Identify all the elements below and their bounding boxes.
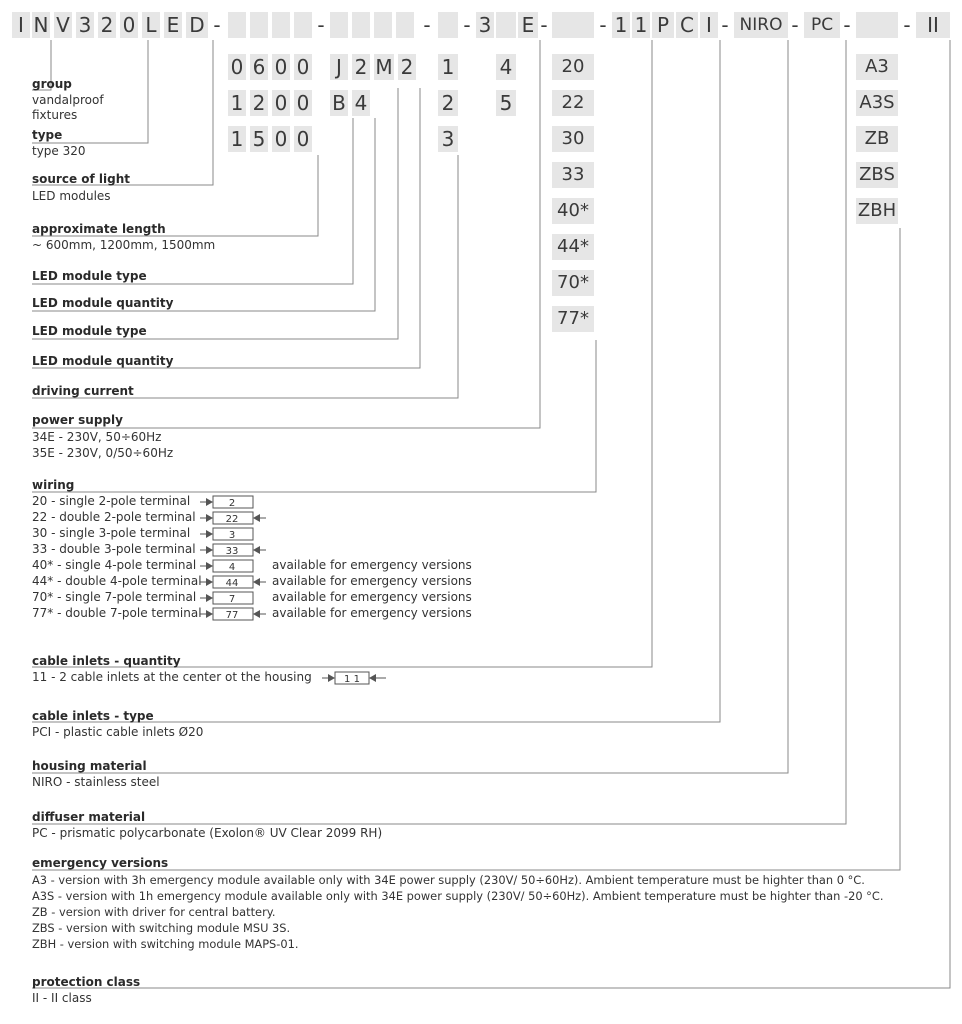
terminal-label: 22 [225, 514, 239, 525]
terminal-diagram [200, 527, 266, 541]
code-dash: - [213, 13, 221, 37]
code-blank [250, 12, 268, 38]
terminal-arrow [206, 498, 213, 506]
desc-power-2: 35E - 230V, 0/50÷60Hz [32, 446, 174, 460]
desc-group-1: vandalproof [32, 93, 104, 107]
code-char: 3 [476, 12, 494, 38]
code-blank [228, 12, 246, 38]
option-cell: 2 [352, 54, 370, 80]
terminal-diagram [200, 511, 266, 525]
code-dash: - [599, 13, 607, 37]
desc-diffuser: PC - prismatic polycarbonate (Exolon® UV Clear 2099 RH) [32, 826, 383, 840]
option-cell: 1 [228, 126, 246, 152]
code-dash: - [903, 13, 911, 37]
desc-cable-t: PCI - plastic cable inlets Ø20 [32, 725, 204, 739]
option-cell: 0 [272, 126, 290, 152]
terminal-arrow [206, 514, 213, 522]
label-wiring: wiring [32, 478, 75, 492]
label-cable-q: cable inlets - quantity [32, 654, 181, 668]
option-cell: 4 [496, 54, 516, 80]
desc-type: type 320 [32, 144, 86, 158]
code-dash: - [540, 13, 548, 37]
terminal-label: 77 [225, 610, 239, 621]
desc-group-2: fixtures [32, 108, 78, 122]
option-cell: 77* [552, 306, 594, 332]
code-blank [396, 12, 414, 38]
code-dash: - [317, 13, 325, 37]
code-char: 0 [120, 12, 138, 38]
desc-housing: NIRO - stainless steel [32, 775, 160, 789]
option-cell: 4 [352, 90, 370, 116]
code-blank [438, 12, 458, 38]
terminal-arrow [206, 546, 213, 554]
option-cell: B [330, 90, 348, 116]
option-cell: 1 [438, 54, 458, 80]
option-cell: 70* [552, 270, 594, 296]
code-char: P [652, 12, 674, 38]
label-cable-t: cable inlets - type [32, 709, 154, 723]
code-blank [352, 12, 370, 38]
code-char: I [700, 12, 718, 38]
option-cell: ZBH [856, 198, 898, 224]
terminal-diagram [200, 591, 266, 605]
code-char: D [186, 12, 208, 38]
desc-emergency-5: ZBH - version with switching module MAPS-01. [32, 937, 299, 951]
label-type: type [32, 128, 63, 142]
terminal-label: 7 [228, 594, 236, 605]
terminal-arrow [253, 578, 260, 586]
terminal-arrow [253, 546, 260, 554]
desc-source: LED modules [32, 189, 111, 203]
desc-emergency-1: A3 - version with 3h emergency module available only with 34E power supply (230V/ 50÷60Hz). Ambient temperature must be highter than 0 °C. [32, 873, 865, 887]
label-power: power supply [32, 413, 123, 427]
label-mod-type2: LED module type [32, 324, 147, 338]
desc-emergency-3: ZB - version with driver for central battery. [32, 905, 276, 919]
option-cell: 0 [228, 54, 246, 80]
code-blank [374, 12, 392, 38]
option-cell: A3S [856, 90, 898, 116]
code-dash: - [843, 13, 851, 37]
desc-protection: II - II class [32, 991, 92, 1005]
terminal-label: 33 [225, 546, 239, 557]
terminal-diagram [200, 495, 266, 509]
option-cell: 2 [438, 90, 458, 116]
option-cell: 0 [294, 54, 312, 80]
option-cell: M [375, 55, 393, 79]
label-protection: protection class [32, 975, 141, 989]
code-char: 1 [612, 12, 630, 38]
code-dash: - [721, 13, 729, 37]
wiring-item: 77* - double 7-pole terminal [32, 606, 202, 620]
terminal-diagram [200, 607, 266, 621]
option-cell: 6 [250, 54, 268, 80]
option-cell: 3 [438, 126, 458, 152]
code-char: 1 [632, 12, 650, 38]
terminal-arrow [206, 578, 213, 586]
option-cell: 2 [250, 90, 268, 116]
code-niro: NIRO [734, 12, 788, 38]
option-cell: A3 [856, 54, 898, 80]
code-pc: PC [804, 12, 840, 38]
label-emergency: emergency versions [32, 856, 169, 870]
code-dash: - [463, 13, 471, 37]
desc-emergency-4: ZBS - version with switching module MSU 3S. [32, 921, 291, 935]
wiring-item: 70* - single 7-pole terminal [32, 590, 197, 604]
code-char: I [12, 12, 30, 38]
wiring-item: 40* - single 4-pole terminal [32, 558, 197, 572]
code-char: C [676, 12, 698, 38]
code-char: N [33, 13, 49, 37]
code-blank [856, 12, 898, 38]
option-cell: 44* [552, 234, 594, 260]
label-group: group [32, 77, 72, 91]
terminal-diagram [200, 543, 266, 557]
wiring-note: available for emergency versions [272, 590, 472, 604]
code-dash: - [423, 13, 431, 37]
option-cell: 22 [552, 90, 594, 116]
option-cell: J [330, 54, 348, 80]
terminal-arrow [206, 562, 213, 570]
code-ii: II [916, 12, 950, 38]
label-mod-type1: LED module type [32, 269, 147, 283]
terminal-diagram [322, 671, 388, 685]
terminal-diagram [200, 559, 266, 573]
code-char: 3 [76, 12, 94, 38]
label-length: approximate length [32, 222, 166, 236]
label-mod-qty1: LED module quantity [32, 296, 174, 310]
code-blank [496, 12, 516, 38]
desc-emergency-2: A3S - version with 1h emergency module available only with 34E power supply (230V/ 50÷60Hz). Ambient temperature must be highter than -20 °C. [32, 889, 884, 903]
code-blank [272, 12, 290, 38]
option-cell: 0 [272, 90, 290, 116]
option-cell: ZBS [856, 162, 898, 188]
code-char: 2 [98, 12, 116, 38]
desc-power-1: 34E - 230V, 50÷60Hz [32, 430, 162, 444]
option-cell: 1 [228, 90, 246, 116]
label-source: source of light [32, 172, 131, 186]
wiring-note: available for emergency versions [272, 574, 472, 588]
wiring-item: 22 - double 2-pole terminal [32, 510, 196, 524]
label-diffuser: diffuser material [32, 810, 146, 824]
terminal-arrow [253, 514, 260, 522]
terminal-arrow [206, 594, 213, 602]
wiring-note: available for emergency versions [272, 606, 472, 620]
option-cell: 20 [552, 54, 594, 80]
label-housing: housing material [32, 759, 147, 773]
code-blank [330, 12, 348, 38]
code-char: E [164, 12, 182, 38]
code-char: L [142, 12, 160, 38]
wiring-item: 20 - single 2-pole terminal [32, 494, 191, 508]
wiring-item: 44* - double 4-pole terminal [32, 574, 202, 588]
option-cell: 5 [496, 90, 516, 116]
terminal-arrow [253, 610, 260, 618]
option-cell: 2 [398, 54, 416, 80]
option-cell: 40* [552, 198, 594, 224]
label-mod-qty2: LED module quantity [32, 354, 174, 368]
terminal-arrow [206, 530, 213, 538]
desc-cable-q: 11 - 2 cable inlets at the center ot the housing [32, 670, 312, 684]
option-cell: 5 [250, 126, 268, 152]
option-cell: ZB [856, 126, 898, 152]
desc-length: ~ 600mm, 1200mm, 1500mm [32, 238, 216, 252]
option-cell: 0 [294, 90, 312, 116]
code-char: V [54, 12, 72, 38]
terminal-label: 3 [228, 530, 236, 541]
terminal-label: 44 [225, 578, 239, 589]
option-cell: 30 [552, 126, 594, 152]
terminal-diagram [200, 575, 266, 589]
wiring-item: 30 - single 3-pole terminal [32, 526, 191, 540]
label-current: driving current [32, 384, 134, 398]
terminal-label: 2 [228, 498, 236, 509]
code-char: E [518, 12, 538, 38]
wiring-item: 33 - double 3-pole terminal [32, 542, 196, 556]
wiring-note: available for emergency versions [272, 558, 472, 572]
code-dash: - [791, 13, 799, 37]
code-blank [294, 12, 312, 38]
option-cell: 33 [552, 162, 594, 188]
option-cell: 0 [272, 54, 290, 80]
code-blank [552, 12, 594, 38]
terminal-label: 1 1 [344, 674, 360, 685]
option-cell: 0 [294, 126, 312, 152]
terminal-arrow [206, 610, 213, 618]
terminal-label: 4 [228, 562, 236, 573]
